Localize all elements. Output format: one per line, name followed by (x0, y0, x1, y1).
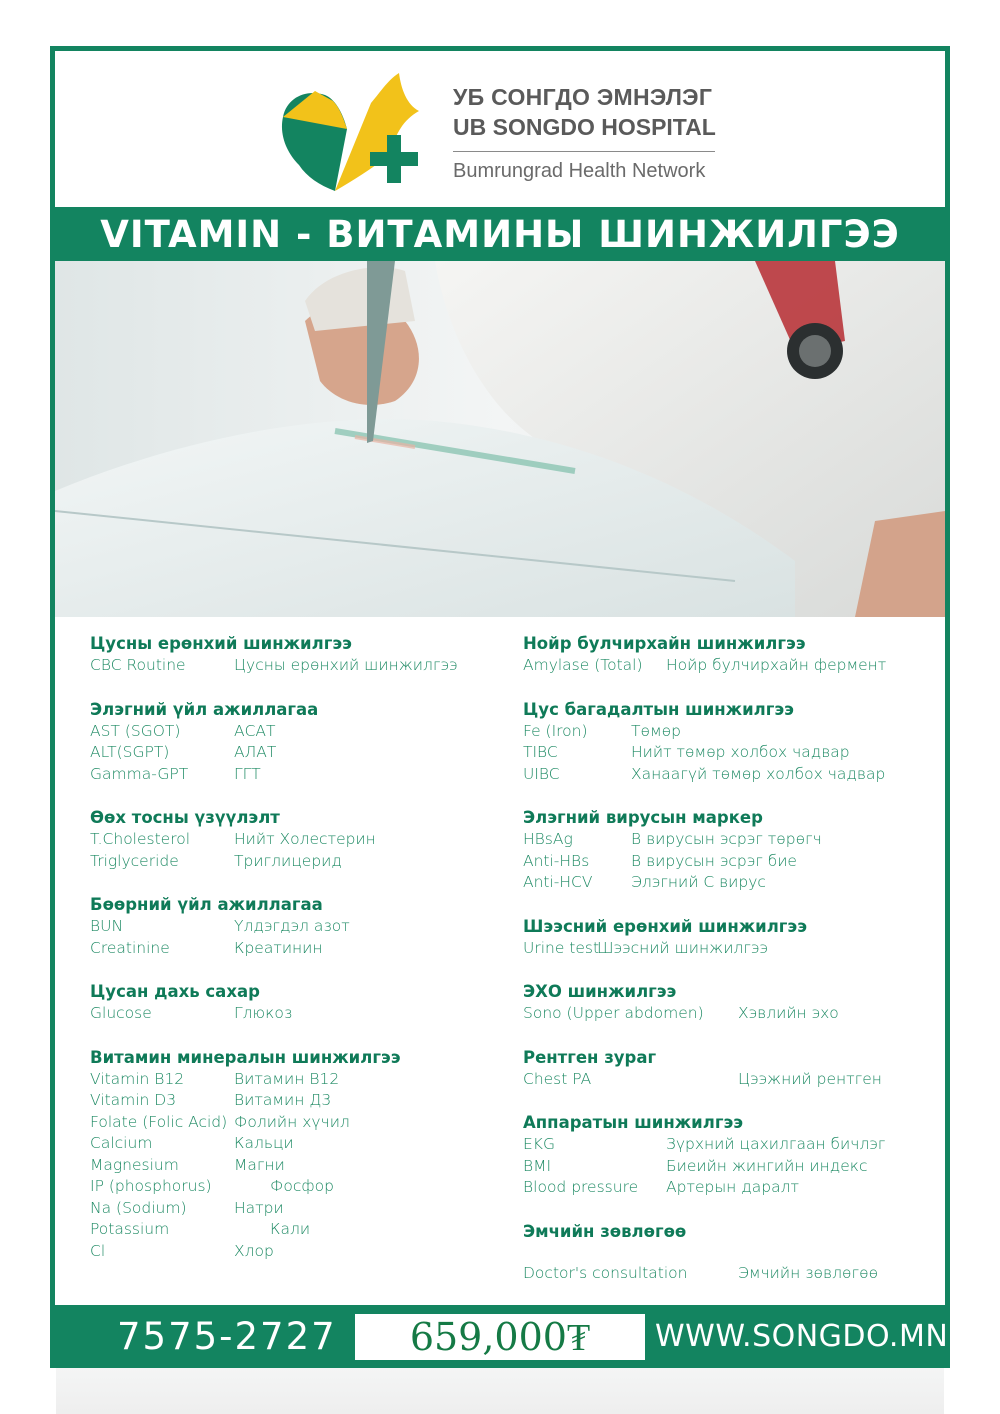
list-item (523, 872, 943, 894)
test-name: Gamma-GPT (90, 764, 189, 783)
list-item (523, 1263, 943, 1285)
test-name: Blood pressure (523, 1178, 639, 1196)
list-item (90, 655, 510, 677)
test-name: Folate (Folic Acid) (90, 1112, 228, 1131)
section-heading: Бөөрний үйл ажиллагаа (90, 895, 323, 914)
test-desc: Хлор (234, 1241, 274, 1260)
list-item (90, 1176, 510, 1198)
test-name: Potassium (90, 1220, 170, 1238)
test-desc: Элэгний С вирус (631, 873, 766, 891)
price: 659,000₮ (409, 1315, 591, 1359)
test-name: Na (Sodium) (90, 1198, 187, 1217)
section-urine (523, 916, 943, 960)
section-kidney (90, 894, 510, 959)
test-name: Vitamin D3 (90, 1091, 177, 1109)
test-desc: Фолийн хүчил (234, 1112, 350, 1131)
price-box (355, 1314, 645, 1360)
test-desc: Фосфор (270, 1177, 334, 1195)
test-desc: Триглицерид (234, 851, 342, 870)
poster-frame (50, 46, 950, 1368)
section-liver (90, 699, 510, 786)
test-name: Anti-HCV (523, 873, 593, 891)
section-heading: Цусны ерөнхий шинжилгээ (90, 634, 352, 653)
test-desc: Нийт Холестерин (234, 830, 376, 848)
section-heading: Эмчийн зөвлөгөө (523, 1221, 687, 1241)
list-item (90, 1219, 510, 1241)
test-name: Magnesium (90, 1155, 179, 1174)
website-link[interactable]: WWW.SONGDO.MN (655, 1319, 949, 1354)
list-item (90, 764, 510, 786)
test-name: Anti-HBs (523, 851, 590, 870)
test-desc: АСАТ (234, 721, 276, 740)
list-item (90, 829, 510, 851)
section-heading: Аппаратын шинжилгээ (523, 1113, 744, 1132)
test-desc: ГГТ (234, 764, 261, 783)
test-desc: Витамин Д3 (234, 1091, 332, 1109)
left-column (90, 633, 510, 1284)
test-name: Chest PA (523, 1069, 592, 1088)
list-item (523, 1177, 943, 1199)
test-name: HBsAg (523, 830, 573, 848)
test-name: ALT(SGPT) (90, 743, 170, 761)
list-item (90, 1090, 510, 1112)
list-item (90, 1069, 510, 1091)
test-desc: Артерын даралт (666, 1178, 799, 1196)
list-item (523, 1134, 943, 1156)
section-xray (523, 1047, 943, 1091)
test-name: Sono (Upper abdomen) (523, 1004, 704, 1022)
list-item (90, 916, 510, 938)
list-item (523, 742, 943, 764)
section-heading: Цусан дахь сахар (90, 982, 260, 1001)
section-heading: Рентген зураг (523, 1047, 657, 1067)
test-name: IP (phosphorus) (90, 1177, 212, 1195)
section-heading: Витамин минералын шинжилгээ (90, 1047, 401, 1067)
section-heading: Өөх тосны үзүүлэлт (90, 808, 280, 827)
section-heading: Нойр булчирхайн шинжилгээ (523, 634, 806, 653)
section-echo (523, 981, 943, 1025)
test-desc: В вирусын эсрэг бие (631, 851, 797, 870)
list-item (90, 1155, 510, 1177)
section-heading: Элэгний вирусын маркер (523, 808, 763, 827)
test-name: Urine test (523, 938, 600, 957)
brand-block (453, 83, 723, 184)
page-bottom-fade (56, 1368, 944, 1414)
page-title: VITAMIN - ВИТАМИНЫ ШИНЖИЛГЭЭ (100, 212, 900, 256)
brand-name-en: UB SONGDO HOSPITAL (453, 114, 716, 140)
doctor-writing-photo (55, 261, 945, 617)
section-pancreas (523, 633, 943, 677)
test-desc: Глюкоз (234, 1004, 293, 1022)
test-desc: Цээжний рентген (738, 1069, 882, 1088)
section-hepatitis (523, 807, 943, 894)
test-name: Vitamin B12 (90, 1069, 185, 1088)
list-item (90, 851, 510, 873)
list-item (90, 1133, 510, 1155)
section-heading: ЭХО шинжилгээ (523, 982, 677, 1001)
test-name: BUN (90, 917, 124, 935)
list-item (523, 655, 943, 677)
list-item (523, 1069, 943, 1091)
list-item (523, 829, 943, 851)
test-name: EKG (523, 1135, 555, 1153)
test-name: T.Cholesterol (90, 830, 191, 848)
section-lipids (90, 807, 510, 872)
title-band (50, 207, 950, 261)
section-devices (523, 1112, 943, 1199)
right-column (523, 633, 943, 1306)
list-item (90, 721, 510, 743)
test-name: AST (SGOT) (90, 721, 181, 740)
brand-divider (453, 151, 715, 152)
list-item (523, 1003, 943, 1025)
test-desc: Ханаагүй төмөр холбох чадвар (631, 764, 886, 783)
section-consultation (523, 1221, 943, 1285)
section-anemia (523, 699, 943, 786)
list-item (90, 742, 510, 764)
test-desc: В вирусын эсрэг төрөгч (631, 830, 822, 848)
list-item (90, 1198, 510, 1220)
test-name: Creatinine (90, 938, 170, 957)
header (55, 51, 945, 207)
test-name: Cl (90, 1241, 106, 1260)
section-heading: Элэгний үйл ажиллагаа (90, 699, 319, 719)
test-desc: Нойр булчирхайн фермент (666, 656, 887, 674)
test-desc: АЛАТ (234, 743, 277, 761)
list-item (90, 1003, 510, 1025)
footer-bar (55, 1305, 949, 1368)
test-name: Triglyceride (90, 851, 179, 870)
test-desc: Нийт төмөр холбох чадвар (631, 743, 850, 761)
list-item (523, 764, 943, 786)
brand-network: Bumrungrad Health Network (453, 160, 706, 182)
test-list (55, 617, 945, 1305)
test-name: BMI (523, 1156, 552, 1175)
test-desc: Зүрхний цахилгаан бичлэг (666, 1135, 886, 1153)
test-desc: Үлдэгдэл азот (234, 917, 350, 935)
list-item (90, 1241, 510, 1263)
section-glucose (90, 981, 510, 1025)
list-item (523, 938, 943, 960)
brand-name-mn: УБ СОНГДО ЭМНЭЛЭГ (453, 84, 713, 110)
test-desc: Кали (270, 1220, 311, 1238)
test-name: Glucose (90, 1004, 152, 1022)
test-desc: Кальци (234, 1134, 294, 1152)
test-desc: Хэвлийн эхо (738, 1004, 839, 1022)
test-name: TIBC (523, 743, 558, 761)
list-item (523, 721, 943, 743)
test-name: UIBC (523, 764, 560, 783)
section-cbc (90, 633, 510, 677)
test-name: Amylase (Total) (523, 656, 643, 674)
test-desc: Биеийн жингийн индекс (666, 1156, 868, 1175)
test-name: Calcium (90, 1134, 153, 1152)
section-vitamins (90, 1047, 510, 1263)
list-item (523, 1156, 943, 1178)
test-desc: Магни (234, 1155, 285, 1174)
test-name: Doctor's consultation (523, 1263, 688, 1282)
test-desc: Цусны ерөнхий шинжилгээ (234, 656, 458, 674)
phone-number[interactable]: 7575-2727 (117, 1315, 337, 1358)
list-item (90, 938, 510, 960)
test-name: CBC Routine (90, 656, 186, 674)
test-desc: Креатинин (234, 938, 323, 957)
test-desc: Шээсний шинжилгээ (597, 938, 768, 957)
hospital-logo-icon (277, 73, 437, 191)
test-desc: Төмөр (631, 721, 681, 740)
list-item (523, 851, 943, 873)
poster-body (55, 51, 945, 1305)
test-desc: Витамин В12 (234, 1069, 340, 1088)
test-desc: Натри (234, 1198, 284, 1217)
section-heading: Шээсний ерөнхий шинжилгээ (523, 916, 807, 936)
list-item (90, 1112, 510, 1134)
test-name: Fe (Iron) (523, 721, 588, 740)
section-heading: Цус багадалтын шинжилгээ (523, 699, 794, 719)
test-desc: Эмчийн зөвлөгөө (738, 1263, 879, 1282)
